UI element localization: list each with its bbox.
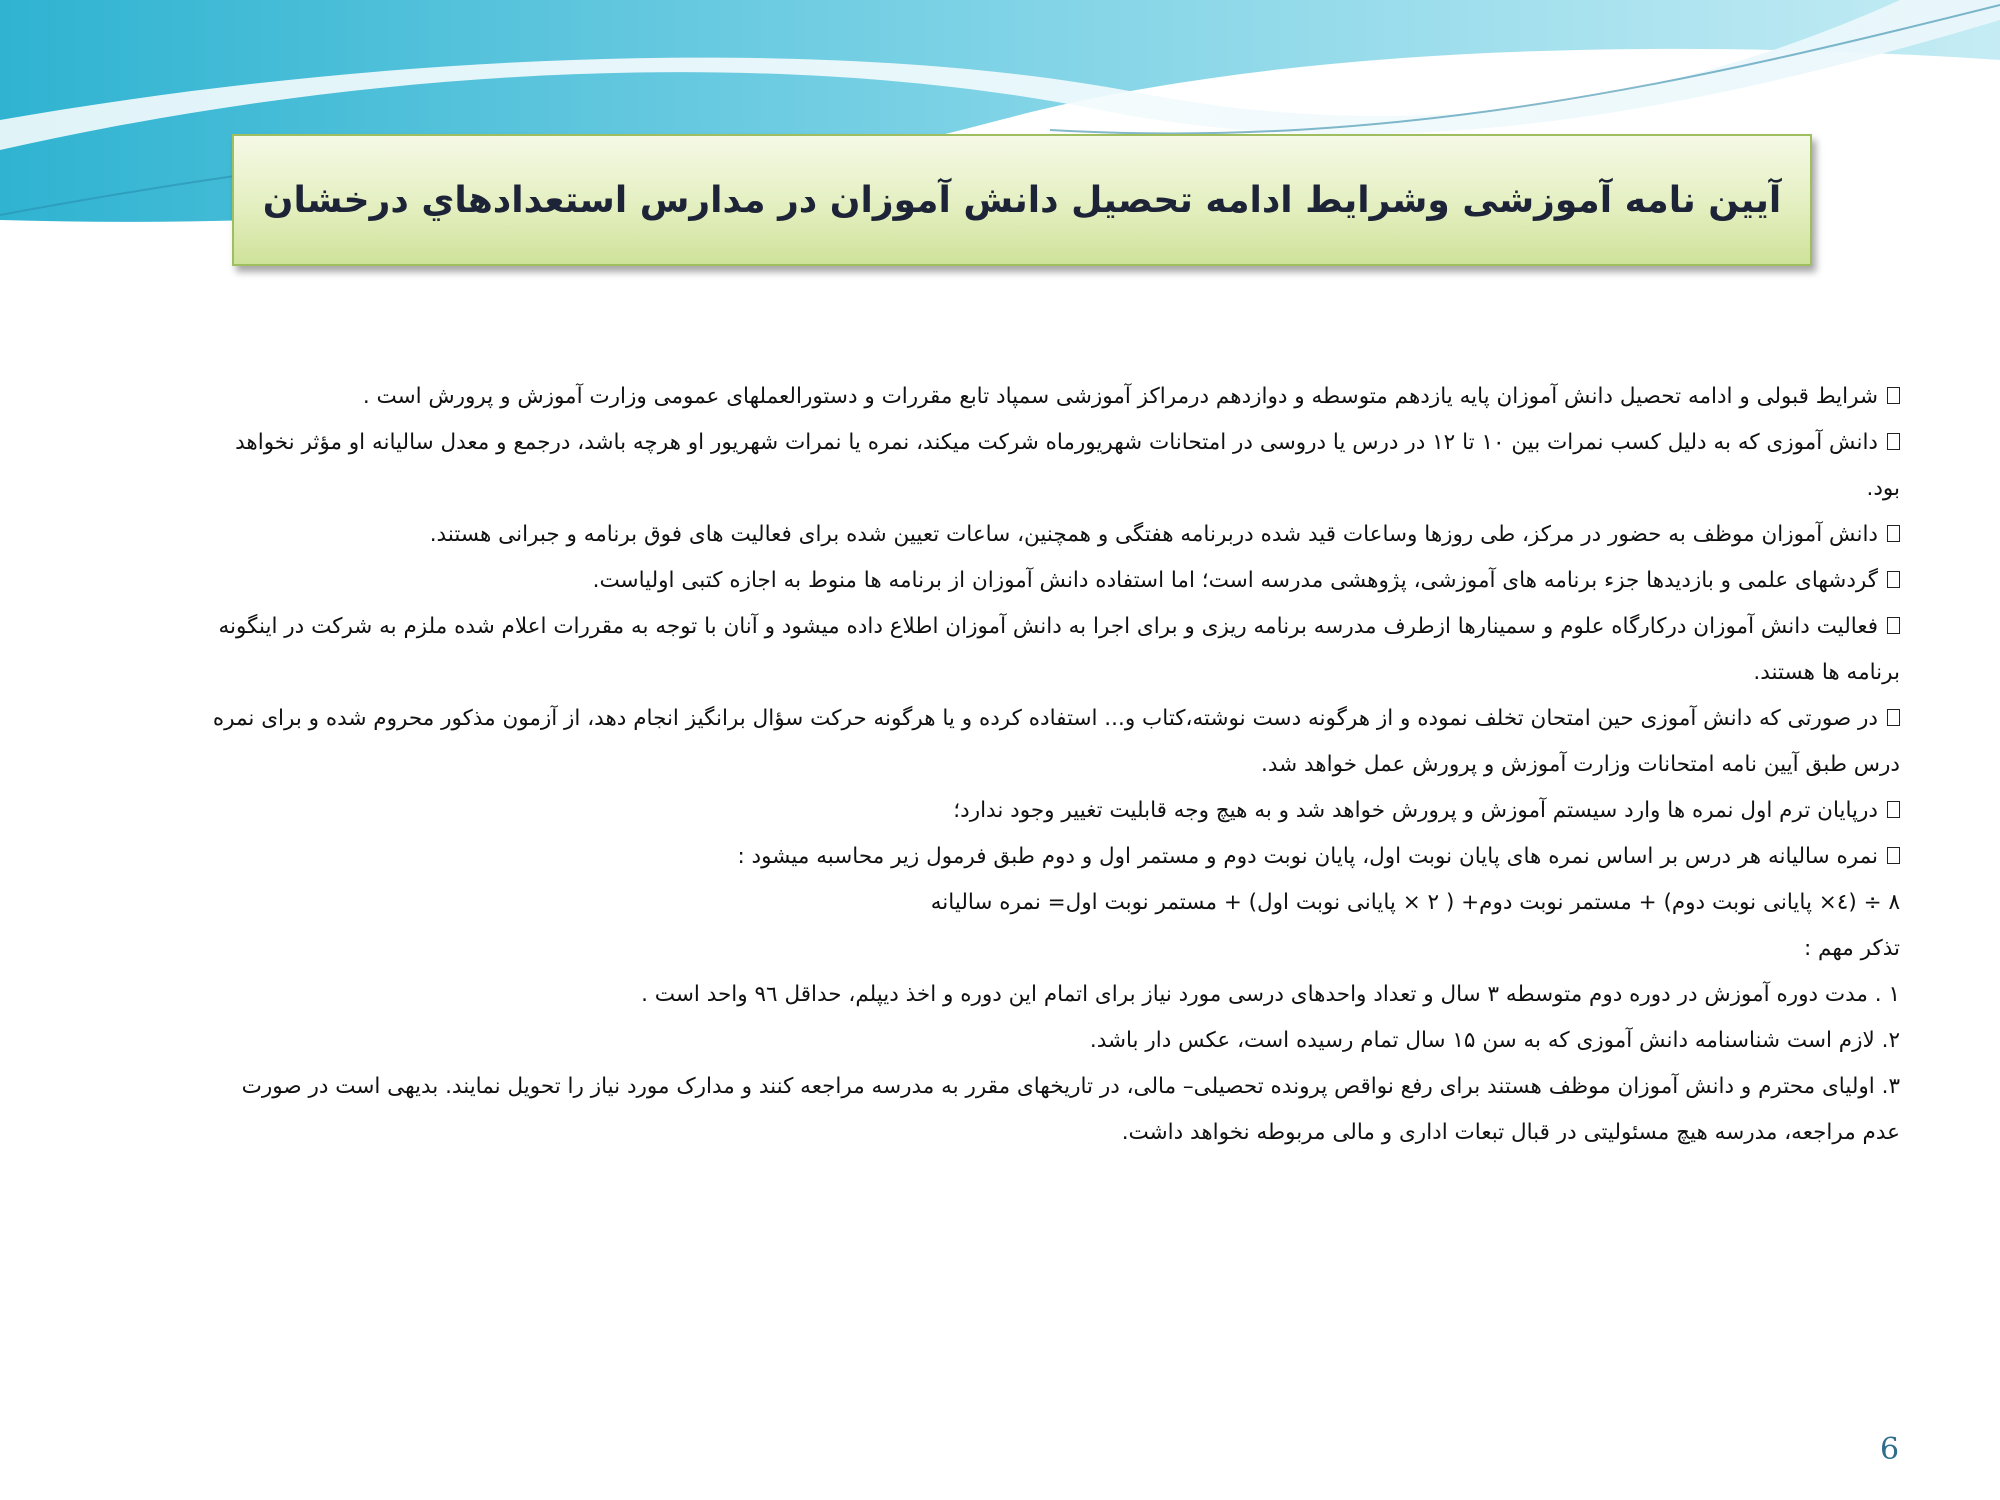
paragraph-text: ۲. لازم است شناسنامه دانش آموزی که به سن ۱۵ سال تمام رسیده است، عکس دار باشد. <box>1089 1028 1900 1053</box>
paragraph-text: ۱ . مدت دوره آموزش در دوره دوم متوسطه ۳ سال و تعداد واحدهای درسی مورد نیاز برای اتمام این دوره و اخذ دیپلم، حداقل ۹٦ واحد است . <box>641 982 1900 1007</box>
square-bullet-icon <box>1887 801 1900 818</box>
square-bullet-icon <box>1887 571 1900 588</box>
text-line <box>205 1064 1900 1156</box>
paragraph-text: ۳. اولیای محترم و دانش آموزان موظف هستند برای رفع نواقص پرونده تحصیلی– مالی، در تاریخهای مقرر به مدرسه مراجعه کنند و مدارک مورد نیاز را تحویل نمایند. بدیهی است در صورت عدم مراجعه، مدرسه هیچ مسئولیتی در قبال تبعات اداری و مالی مربوطه نخواهد داشت. <box>241 1074 1900 1145</box>
text-line <box>205 926 1900 972</box>
bullet-item <box>205 834 1900 880</box>
paragraph-text: شرایط قبولی و ادامه تحصیل دانش آموزان پایه یازدهم متوسطه و دوازدهم درمراکز آموزشی سمپاد تابع مقررات و دستورالعملهای عمومی وزارت آموزش و پرورش است . <box>362 384 1878 409</box>
paragraph-text: فعالیت دانش آموزان درکارگاه علوم و سمینارها ازطرف مدرسه برنامه ریزی و برای اجرا به دانش آموزان اطلاع داده میشود و آنان با توجه به مقررات اعلام شده ملزم به شرکت در اینگونه برنامه ها هستند. <box>218 614 1900 685</box>
bullet-item <box>205 788 1900 834</box>
paragraph-text: تذکر مهم : <box>1803 936 1900 961</box>
square-bullet-icon <box>1887 433 1900 450</box>
square-bullet-icon <box>1887 847 1900 864</box>
square-bullet-icon <box>1887 617 1900 634</box>
text-line <box>205 1018 1900 1064</box>
paragraph-text: ۸ ÷ (٤× پایانی نوبت دوم) + مستمر نوبت دوم+ ( ۲ × پایانی نوبت اول) + مستمر نوبت اول= نمره سالیانه <box>930 890 1900 915</box>
paragraph-text: درپایان ترم اول نمره ها وارد سیستم آموزش و پرورش خواهد شد و به هیچ وجه قابلیت تغییر وجود ندارد؛ <box>953 798 1878 823</box>
bullet-item <box>205 696 1900 788</box>
bullet-item <box>205 604 1900 696</box>
paragraph-text: دانش آموزان موظف به حضور در مرکز، طی روزها وساعات قید شده دربرنامه هفتگی و همچنین، ساعات تعیین شده برای فعالیت های فوق برنامه و جبرانی هستند. <box>429 522 1878 547</box>
square-bullet-icon <box>1887 709 1900 726</box>
paragraph-text: گردشهای علمی و بازدیدها جزء برنامه های آموزشی، پژوهشی مدرسه است؛ اما استفاده دانش آموزان از برنامه ها منوط به اجازه کتبی اولیاست. <box>592 568 1878 593</box>
slide-title: آیین نامه آموزشی وشرایط ادامه تحصیل دانش آموزان در مدارس استعدادهاي درخشان <box>262 179 1782 221</box>
bullet-item <box>205 512 1900 558</box>
square-bullet-icon <box>1887 525 1900 542</box>
paragraph-text: نمره سالیانه هر درس بر اساس نمره های پایان نوبت اول، پایان نوبت دوم و مستمر اول و دوم طبق فرمول زیر محاسبه میشود : <box>737 844 1878 869</box>
square-bullet-icon <box>1887 387 1900 404</box>
title-box <box>232 134 1812 266</box>
text-line <box>205 972 1900 1018</box>
bullet-item <box>205 558 1900 604</box>
paragraph-text: دانش آموزی که به دلیل کسب نمرات بین ۱۰ تا ۱۲ در درس یا دروسی در امتحانات شهریورماه شرکت میکند، نمره یا نمرات شهریور او هرچه باشد، درجمع و معدل سالیانه او مؤثر نخواهد بود. <box>235 430 1900 501</box>
paragraph-text: در صورتی که دانش آموزی حین امتحان تخلف نموده و از هرگونه دست نوشته،کتاب و... استفاده کرده و یا هرگونه حرکت سؤال برانگیز انجام دهد، از آزمون مذکور محروم شده و برای نمره درس طبق آیین نامه امتحانات وزارت آموزش و پرورش عمل خواهد شد. <box>212 706 1900 777</box>
content-body <box>205 374 1900 1156</box>
bullet-item <box>205 420 1900 512</box>
text-line <box>205 880 1900 926</box>
bullet-item <box>205 374 1900 420</box>
page-number: 6 <box>1880 1432 1900 1467</box>
